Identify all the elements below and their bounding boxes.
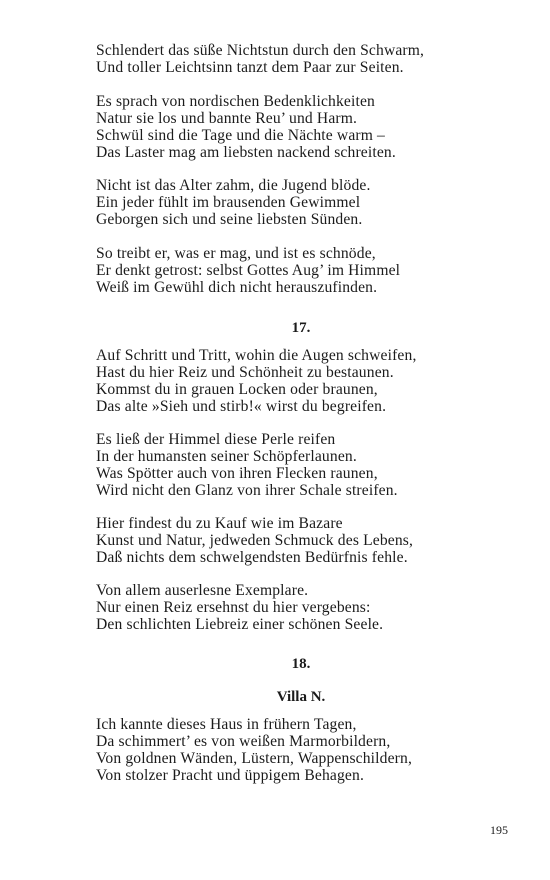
poem-number: 18.: [291, 656, 311, 672]
verse-line: Wird nicht den Glanz von ihrer Schale streifen.: [96, 482, 398, 499]
verse-line: Nur einen Reiz ersehnst du hier vergebens:: [96, 599, 371, 616]
verse-line: Auf Schritt und Tritt, wohin die Augen schweifen,: [96, 347, 417, 364]
verse-line: Schlendert das süße Nichtstun durch den Schwarm,: [96, 42, 425, 59]
verse-line: Den schlichten Liebreiz einer schönen Seele.: [96, 616, 384, 633]
verse-line: Er denkt getrost: selbst Gottes Aug’ im Himmel: [96, 262, 401, 279]
verse-line: Hier findest du zu Kauf wie im Bazare: [96, 515, 343, 532]
poem-number: 17.: [291, 320, 311, 336]
verse-line: Kommst du in grauen Locken oder braunen,: [96, 381, 378, 398]
verse-line: Daß nichts dem schwelgendsten Bedürfnis fehle.: [96, 549, 408, 566]
verse-line: Geborgen sich und seine liebsten Sünden.: [96, 211, 363, 228]
verse-line: Was Spötter auch von ihren Flecken raunen,: [96, 465, 378, 482]
verse-line: Von stolzer Pracht und üppigem Behagen.: [96, 767, 365, 784]
verse-line: So treibt er, was er mag, und ist es schnöde,: [96, 245, 376, 262]
verse-line: Natur sie los und bannte Reu’ und Harm.: [96, 110, 358, 127]
verse-line: Es ließ der Himmel diese Perle reifen: [96, 431, 336, 448]
verse-line: Kunst und Natur, jedweden Schmuck des Lebens,: [96, 532, 414, 549]
page-number: 195: [490, 823, 508, 837]
verse-line: Das Laster mag am liebsten nackend schreiten.: [96, 144, 396, 161]
verse-line: Nicht ist das Alter zahm, die Jugend blöde.: [96, 177, 371, 194]
verse-line: Und toller Leichtsinn tanzt dem Paar zur Seiten.: [96, 59, 404, 76]
verse-line: Hast du hier Reiz und Schönheit zu bestaunen.: [96, 364, 394, 381]
verse-line: Weiß im Gewühl dich nicht herauszufinden.: [96, 279, 378, 296]
verse-line: Ein jeder fühlt im brausenden Gewimmel: [96, 194, 361, 211]
poem-title: Villa N.: [276, 689, 326, 705]
verse-line: Schwül sind die Tage und die Nächte warm –: [96, 127, 386, 144]
verse-line: Das alte »Sieh und stirb!« wirst du begreifen.: [96, 398, 387, 415]
verse-line: Ich kannte dieses Haus in frühern Tagen,: [96, 716, 357, 733]
verse-line: Von goldnen Wänden, Lüstern, Wappenschildern,: [96, 750, 413, 767]
verse-line: Es sprach von nordischen Bedenklichkeiten: [96, 93, 375, 110]
verse-line: Da schimmert’ es von weißen Marmorbildern,: [96, 733, 391, 750]
verse-line: In der humansten seiner Schöpferlaunen.: [96, 448, 357, 465]
verse-line: Von allem auserlesne Exemplare.: [96, 582, 309, 599]
